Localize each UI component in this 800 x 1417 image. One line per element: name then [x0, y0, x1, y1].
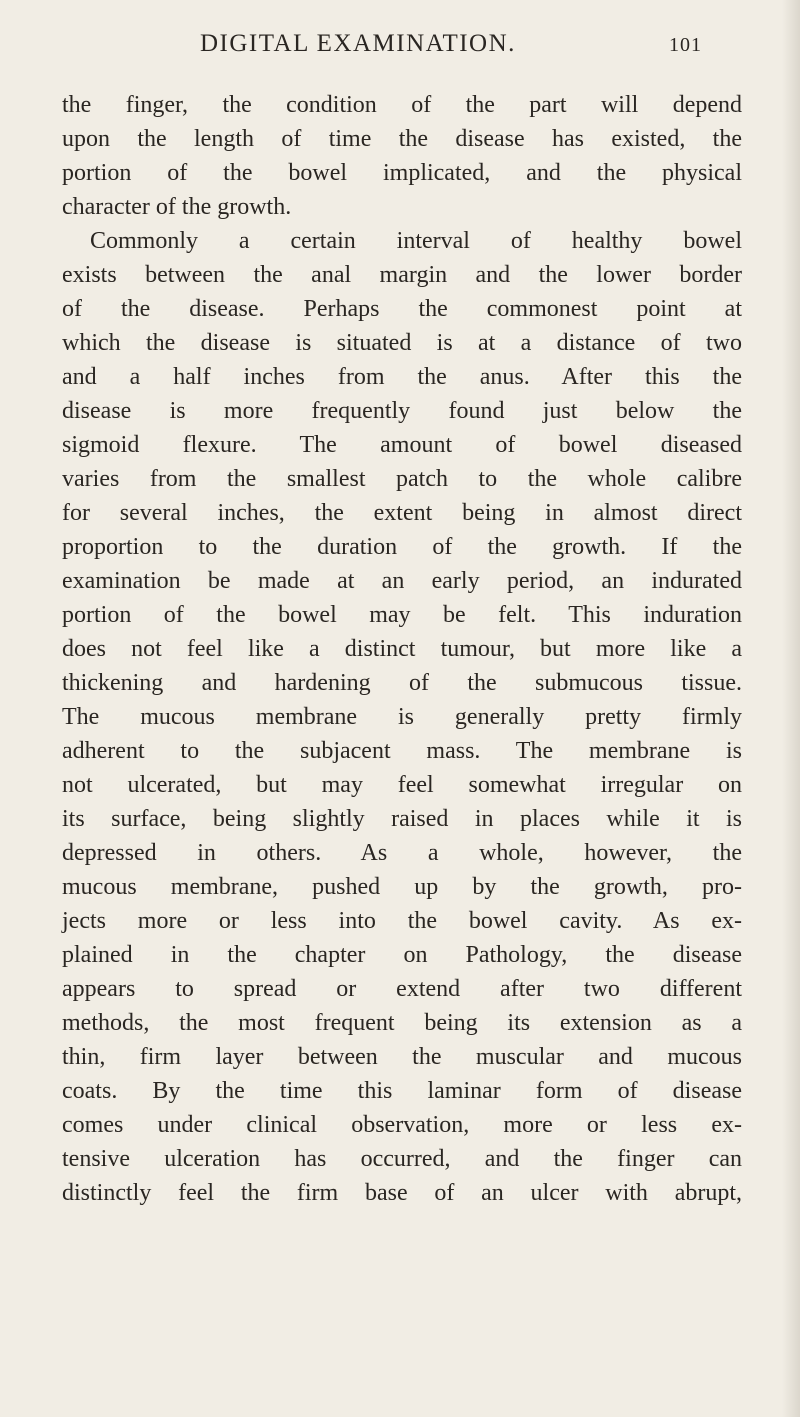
- text-line: exists between the anal margin and the lower border: [62, 262, 742, 288]
- text-line: of the disease. Perhaps the commonest point at: [62, 296, 742, 322]
- text-line: and a half inches from the anus. After this the: [62, 364, 742, 390]
- text-line: jects more or less into the bowel cavity. As ex-: [62, 908, 742, 934]
- text-line: sigmoid flexure. The amount of bowel diseased: [62, 432, 742, 458]
- text-line: which the disease is situated is at a distance of two: [62, 330, 742, 356]
- text-line: its surface, being slightly raised in places while it is: [62, 806, 742, 832]
- text-line: not ulcerated, but may feel somewhat irregular on: [62, 772, 742, 798]
- text-line: examination be made at an early period, an indurated: [62, 568, 742, 594]
- running-title: DIGITAL EXAMINATION.: [200, 30, 516, 57]
- text-line: comes under clinical observation, more or less ex-: [62, 1112, 742, 1138]
- text-line: disease is more frequently found just below the: [62, 398, 742, 424]
- text-line: distinctly feel the firm base of an ulcer with abrupt,: [62, 1180, 742, 1206]
- text-line: the finger, the condition of the part will depend: [62, 92, 742, 118]
- text-line: adherent to the subjacent mass. The membrane is: [62, 738, 742, 764]
- text-line: mucous membrane, pushed up by the growth, pro-: [62, 874, 742, 900]
- text-line: proportion to the duration of the growth. If the: [62, 534, 742, 560]
- body-text: [62, 88, 742, 1210]
- text-line: thickening and hardening of the submucous tissue.: [62, 670, 742, 696]
- text-line: portion of the bowel may be felt. This induration: [62, 602, 742, 628]
- text-line: for several inches, the extent being in almost direct: [62, 500, 742, 526]
- text-line: thin, firm layer between the muscular and mucous: [62, 1044, 742, 1070]
- text-line: methods, the most frequent being its extension as a: [62, 1010, 742, 1036]
- text-line: character of the growth.: [62, 194, 292, 220]
- text-line: does not feel like a distinct tumour, but more like a: [62, 636, 742, 662]
- text-line: tensive ulceration has occurred, and the finger can: [62, 1146, 742, 1172]
- text-line: coats. By the time this laminar form of disease: [62, 1078, 742, 1104]
- text-line: portion of the bowel implicated, and the physical: [62, 160, 742, 186]
- text-line: varies from the smallest patch to the whole calibre: [62, 466, 742, 492]
- text-line: appears to spread or extend after two different: [62, 976, 742, 1002]
- text-line: depressed in others. As a whole, however, the: [62, 840, 742, 866]
- text-line: plained in the chapter on Pathology, the disease: [62, 942, 742, 968]
- text-line: The mucous membrane is generally pretty firmly: [62, 704, 742, 730]
- text-line: upon the length of time the disease has existed, the: [62, 126, 742, 152]
- page-edge-shadow: [782, 0, 800, 1417]
- running-head: [100, 30, 700, 62]
- text-line: Commonly a certain interval of healthy bowel: [90, 228, 742, 254]
- page-number: 101: [669, 34, 702, 56]
